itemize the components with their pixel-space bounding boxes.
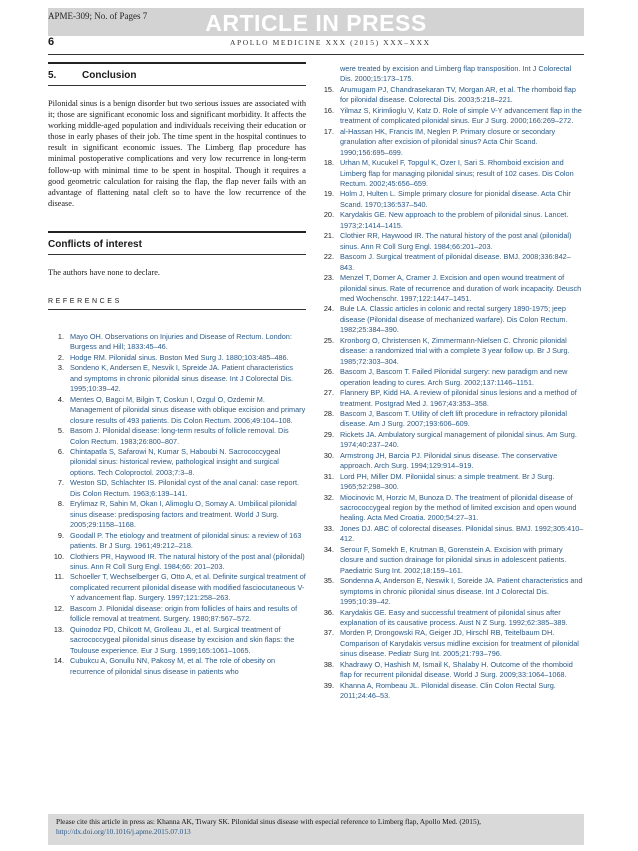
reference-text[interactable]: Lord PH, Miller DM. Piloniidal sinus: a simple treatment. Br J Surg. 1965;52:298–300. <box>340 471 555 492</box>
reference-item[interactable] <box>318 85 584 106</box>
reference-text[interactable]: Menzel T, Dorner A, Cramer J. Excision and open wound treatment of pilonidal sinus. Rate of recurrence and duration of work incapacity. Deusch med Wochenschr. 1997;122:1447–1451. <box>340 273 582 303</box>
reference-item[interactable] <box>318 210 584 231</box>
reference-text[interactable]: Sondeno K, Andersen E, Nesvik I, Spreide JA. Patient characteristics and symptoms in chronic pilonidal sinus disease. Int J Colorectal Dis. 1995;10:39–42. <box>70 363 294 394</box>
section-rule <box>48 231 306 233</box>
reference-item[interactable] <box>48 499 306 530</box>
reference-item[interactable] <box>318 64 584 85</box>
citation-footer <box>48 814 584 845</box>
reference-number: 5. <box>57 426 64 436</box>
reference-number: 9. <box>57 530 64 540</box>
reference-item[interactable] <box>318 367 584 388</box>
reference-list-left <box>48 332 306 677</box>
reference-text[interactable]: Mentes O, Bagci M, Bilgin T, Coskun I, Ozgul O, Ozdemir M. Management of pilonidal sinus disease with oblique excision and primary closure results of 493 patients. Dis Colon Rectum. 2006;49:104–108. <box>70 394 306 425</box>
references-heading: REFERENCES <box>48 298 122 306</box>
reference-number: 4. <box>57 394 64 404</box>
reference-item[interactable] <box>318 304 584 335</box>
reference-item[interactable] <box>318 628 584 659</box>
reference-item[interactable] <box>48 531 306 552</box>
reference-item[interactable] <box>318 409 584 430</box>
conflicts-heading: Conflicts of interest <box>48 238 142 250</box>
reference-item[interactable] <box>318 252 584 273</box>
reference-text[interactable]: Bascom J, Bascom T. Failed Pilonidal surgery: new paradigm and new operation leading to cures. Arch Surg. 2002;137:1146–1151. <box>340 367 568 387</box>
reference-text[interactable]: Yilmaz S, Kirimlioglu V, Katz D. Role of simple V-Y advancement flap in the treatment of complicated pilonidal sinus. Eur J Surg. 2000;166:269–272. <box>340 105 582 126</box>
reference-number: 15. <box>323 84 334 94</box>
reference-text[interactable]: Clothiers PR, Haywood IR. The natural history of the post anal (pilonidal) sinus. Ann R Coll Surg Engl. 1984;66: 201–203. <box>70 551 305 571</box>
reference-item[interactable] <box>318 127 584 158</box>
reference-text[interactable]: Schoeller T, Wechselberger G, Otto A, et al. Definite surgical treatment of complicated recurrent pilonidal disease with modified fasciocutaneous V-Y advancement flap. Surgery. 1997;121:258–263. <box>70 572 306 603</box>
section-rule <box>48 254 306 255</box>
reference-number: 16. <box>323 105 334 115</box>
reference-number: 1. <box>57 332 64 342</box>
reference-item[interactable] <box>48 656 306 677</box>
reference-number: 8. <box>57 499 64 509</box>
reference-item[interactable] <box>318 106 584 127</box>
article-in-press-banner <box>48 8 584 36</box>
reference-item[interactable] <box>318 524 584 545</box>
reference-text[interactable]: Bascom J, Bascom T. Utility of cleft lift procedure in refractory pilonidal disease. Am J Surg. 2007;193:606–609. <box>340 408 567 429</box>
conclusion-heading <box>48 70 306 81</box>
reference-text[interactable]: Sondenna A, Anderson E, Neswik I, Soreide JA. Patient characteristics and symptoms in chronic pilonidal sinus disease. Int J Colorectal Dis. 1995;10:39–42. <box>340 576 583 607</box>
reference-text[interactable]: Basom J. Pilonidal disease: long-term results of follicle removal. Dis Colon Rectum. 1983;26:800–807. <box>70 426 289 446</box>
reference-text[interactable]: Kronborg O, Christensen K, Zimmermann-Nielsen C. Chronic pilonidal disease: a randomized trial with a complete 3 year follow up. Br J Surg. 1985;72:303–304. <box>340 335 570 366</box>
header-rule <box>48 54 584 55</box>
reference-text[interactable]: Khanna A, Rombeau JL. Pilonidal disease. Clin Colon Rectal Surg. 2011;24:46–53. <box>340 680 556 701</box>
reference-text[interactable]: Hodge RM. Pilonidal sinus. Boston Med Surg J. 1880;103:485–486. <box>70 352 289 362</box>
conflicts-text: The authors have none to declare. <box>48 267 160 277</box>
reference-number: 21. <box>323 231 334 241</box>
conclusion-text: Pilonidal sinus is a benign disorder but two serious issues are associated with it; those are significant economic loss and significant morbidity. It affects the working middle-aged population and individuals receiving their education or those in early phases of their job. The time spent in the hospital continues to result in significant economic issues. The Limberg flap procedure has minimal postoperative complications and very low recurrence in long-term follow-up with minimal time to be spent in hospital. Though it requires a good geometric calculation for raising the flap, the flap never fails with an advantage of flattening natal cleft so to have the low recurrence of the disease. <box>48 99 306 208</box>
reference-text[interactable]: Bascom J. Pilonidal disease: origin from follicles of hairs and results of follicle removal at treatment. Surgery. 1980;87:567–572. <box>70 603 298 624</box>
reference-text[interactable]: Rickets JA. Ambulatory surgical management of pilonidal sinus. Am Surg. 1974;40:237–240. <box>340 429 577 450</box>
reference-text[interactable]: Quinodoz PD, Chilcott M, Grolleau JL, et al. Surgical treatment of sacrococcygeal pilonidal sinus disease by excision and skin flaps: the Toulouse experience. Eur J Surg. 1999;165:1061–1065. <box>70 624 295 655</box>
doi-link[interactable]: http://dx.doi.org/10.1016/j.apme.2015.07.013 <box>56 827 191 836</box>
manuscript-id: APME-309; No. of Pages 7 <box>48 11 148 21</box>
reference-text[interactable]: Mayo OH. Observations on Injuries and Disease of Rectum. London: Burgess and Hill; 1833:45–46. <box>70 332 292 352</box>
reference-text[interactable]: Cubukcu A, Gonullu NN, Pakosy M, et al. The role of obesity on recurrence of pilonidal sinus disease in patients who <box>70 656 276 676</box>
references-rule <box>48 309 306 310</box>
running-head: APOLLO MEDICINE XXX (2015) XXX–XXX <box>230 38 431 47</box>
section-rule <box>48 62 306 64</box>
reference-item[interactable] <box>48 604 306 625</box>
reference-text[interactable]: Karydakis GE. New approach to the problem of pilonidal sinus. Lancet. 1973;2:1414–1415. <box>340 210 569 230</box>
reference-item[interactable] <box>318 430 584 451</box>
reference-text[interactable]: Miocinovic M, Horzic M, Bunoza D. The treatment of pilonidal disease of sacrococcygeal region by the method of limited excision and open wound healing. Acta Med Croatia. 2000;54:27–31. <box>340 492 577 523</box>
citation-text: Please cite this article in press as: Khanna AK, Tiwary SK. Pilonidal sinus disease with especial reference to Limberg flap, Apollo Med. (2015), <box>56 817 481 826</box>
reference-item[interactable] <box>318 231 584 252</box>
reference-item[interactable] <box>318 388 584 409</box>
reference-text[interactable]: Holm J, Hulten L. Simple primary closure for pionidal disease. Acta Chir Scand. 1970;136:537–540. <box>340 189 571 209</box>
reference-item[interactable] <box>48 447 306 478</box>
reference-number: 38. <box>323 659 334 669</box>
reference-text[interactable]: Chintapatla S, Safarowi N, Kumar S, Haboubi N. Sacrococcygeal pilonidal sinus: historical review, pathological insight and surgical options. Tech Coloproctol. 2003;7:3–8. <box>70 447 281 477</box>
reference-number: 17. <box>323 126 334 136</box>
section-title: Conclusion <box>82 70 137 81</box>
reference-number: 36. <box>323 607 334 617</box>
reference-number: 23. <box>323 273 334 283</box>
reference-number: 11. <box>54 572 64 582</box>
section-rule <box>48 85 306 86</box>
reference-number: 24. <box>323 304 334 314</box>
reference-item[interactable] <box>48 552 306 573</box>
reference-number: 32. <box>323 492 334 502</box>
reference-text[interactable]: Erylimaz R, Sahin M, Okan I, Alimoglu O, Somay A. Umbilical pilonidal sinus disease: predisposing factors and treatment. World J Surg. 2005;29:1158–1168. <box>70 499 297 530</box>
reference-number: 39. <box>323 680 334 690</box>
reference-item[interactable] <box>318 545 584 576</box>
reference-item[interactable] <box>318 681 584 702</box>
reference-item[interactable] <box>48 395 306 426</box>
reference-text[interactable]: were treated by excision and Limberg flap transposition. Int J Colorectal Dis. 2000;15:173–175. <box>340 64 572 84</box>
reference-text[interactable]: Weston SD, Schlachter IS. Pilonidal cyst of the anal canal: case report. Dis Colon Rectum. 1963;6:139–141. <box>70 478 300 498</box>
reference-text[interactable]: Clothier RR, Haywood IR. The natural history of the post anal (pilonidal) sinus. Ann R Coll Surg Engl. 1984;66:201–203. <box>340 231 572 251</box>
reference-number: 20. <box>323 210 334 220</box>
page-number: 6 <box>48 36 55 48</box>
reference-text[interactable]: Jones DJ. ABC of colorectal diseases. Pilonidal sinus. BMJ. 1992;305:410–412. <box>340 523 584 544</box>
reference-number: 18. <box>323 158 334 168</box>
reference-item[interactable] <box>318 451 584 472</box>
reference-item[interactable] <box>318 493 584 524</box>
reference-number: 14. <box>53 656 64 666</box>
reference-item[interactable] <box>318 336 584 367</box>
reference-number: 25. <box>323 335 334 345</box>
reference-number: 27. <box>323 388 334 398</box>
reference-item[interactable] <box>318 158 584 189</box>
reference-number: 3. <box>57 363 64 373</box>
reference-text[interactable]: Armstrong JH, Barcia PJ. Pilonidal sinus disease. The conservative approach. Arch Surg. 1994;129:914–919. <box>340 450 558 471</box>
reference-number: 28. <box>323 408 334 418</box>
reference-text[interactable]: Arumugam PJ, Chandrasekaran TV, Morgan AR, et al. The rhomboid flap for pilonidal disease. Colorectal Dis. 2003;5:218–221. <box>340 84 576 105</box>
reference-list-right <box>318 64 584 702</box>
reference-text[interactable]: Urhan M, Kucukel F, Topgul K, Ozer I, Sari S. Rhomboid excision and Limberg flap for managing pilonidal sinus; result of 102 cases. Dis Colon Rectum. 2002;45:656–659. <box>340 158 574 188</box>
banner-text: ARTICLE IN PRESS <box>205 10 427 36</box>
left-column <box>48 62 306 677</box>
reference-item[interactable] <box>318 472 584 493</box>
reference-number: 30. <box>323 450 334 460</box>
reference-number: 2. <box>57 352 64 362</box>
reference-number: 22. <box>323 252 334 262</box>
reference-number: 6. <box>57 447 64 457</box>
reference-number: 34. <box>323 544 334 554</box>
reference-text[interactable]: Bule LA. Classic articles in colonic and rectal surgery 1890-1975; jeep disease (Pilonidal disease of mechanized warfare). Dis Colon Rectum. 1982;25:384–390. <box>340 304 568 335</box>
reference-item[interactable] <box>48 572 306 603</box>
reference-number: 10. <box>53 551 64 561</box>
reference-item[interactable] <box>48 332 306 353</box>
reference-item[interactable] <box>318 608 584 629</box>
reference-text[interactable]: Serour F, Somekh E, Krutman B, Gorenstein A. Excision with primary closure and suction drainage for pilonidal sinus in adolescent patients. Paediatric Surg Int. 2002;18:159–161. <box>340 544 567 575</box>
reference-item[interactable] <box>48 353 306 363</box>
section-number: 5. <box>48 70 57 81</box>
reference-text[interactable]: Khadrawy O, Hashish M, Ismail K, Shalaby H. Outcome of the rhomboid flap for recurrent pilonidal disease. World J Surg. 2009;33:1064–1068. <box>340 659 573 680</box>
reference-number: 33. <box>323 523 334 533</box>
reference-number: 7. <box>57 478 64 488</box>
reference-number: 31. <box>323 471 334 481</box>
reference-text[interactable]: Bascom J. Surgical treatment of pilonidal disease. BMJ. 2008;336:842–843. <box>340 252 571 272</box>
reference-number: 37. <box>323 628 334 638</box>
reference-item[interactable] <box>48 478 306 499</box>
reference-item[interactable] <box>318 576 584 607</box>
reference-item[interactable] <box>318 189 584 210</box>
reference-item[interactable] <box>48 363 306 394</box>
reference-number: 12. <box>53 603 64 613</box>
reference-number: 29. <box>323 429 334 439</box>
reference-item[interactable] <box>318 273 584 304</box>
reference-item[interactable] <box>318 660 584 681</box>
reference-number: 26. <box>323 367 334 377</box>
reference-text[interactable]: al-Hassan HK, Francis IM, Neglen P. Primary closure or secondary granulation after excision of pilonidal sinus? Acta Chir Scand. 1990;156:695–699. <box>340 126 556 157</box>
reference-number: 13. <box>53 624 64 634</box>
right-column <box>318 64 584 702</box>
reference-item[interactable] <box>48 625 306 656</box>
reference-number: 35. <box>323 576 334 586</box>
reference-text[interactable]: Karydakis GE. Easy and successful treatment of pilonidal sinus after explanation of its causative process. Aust N Z Surg. 1992;62:385–389. <box>340 607 568 628</box>
reference-item[interactable] <box>48 426 306 447</box>
reference-number: 19. <box>323 189 334 199</box>
reference-text[interactable]: Flannery BP, Kidd HA. A review of pilonidal sinus lesions and a method of treatment. Postgrad Med J. 1967;43:353–358. <box>340 388 577 408</box>
reference-text[interactable]: Morden P, Drongowski RA, Geiger JD, Hirschl RB, Teitelbaum DH. Comparison of Karydakis versus midline excision for treatment of pilonidal sinus disease. Pediatr Surg Int. 2005;21:793–796. <box>340 628 579 659</box>
reference-text[interactable]: Goodall P. The etiology and treatment of pilonidal sinus: a review of 163 patients. Br J Surg. 1961;49:212–218. <box>70 530 302 551</box>
